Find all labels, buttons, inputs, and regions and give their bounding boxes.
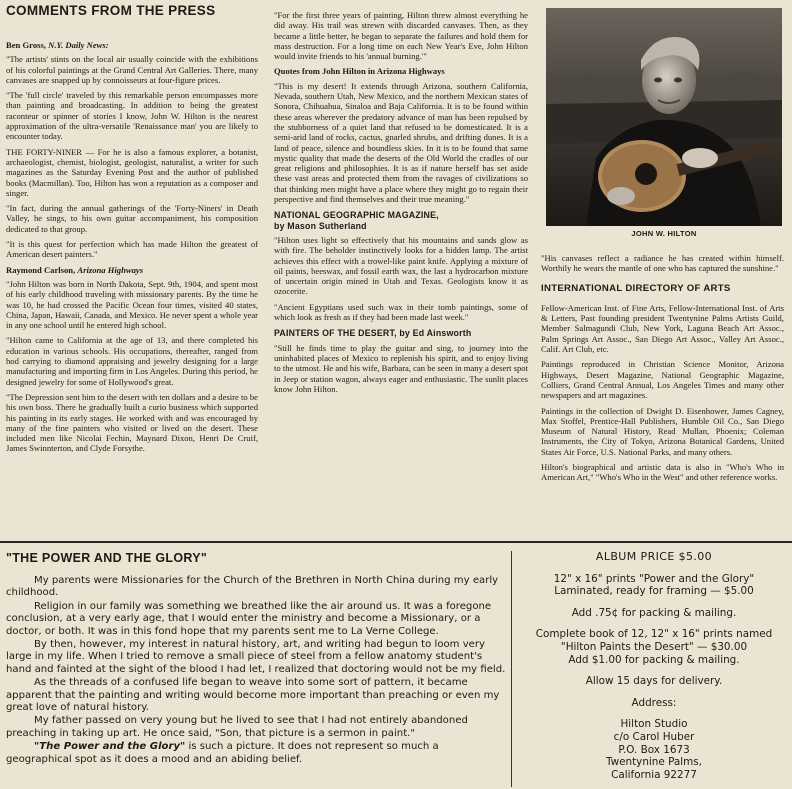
press-paragraph: "Hilton came to California at the age of 13, and there completed his education in various schools. His occupations, thereafter, ranged from hod carrying to diamond appraising and jewelry designing for a large manufacturing and importing firm in Los Angeles. During this period, he designed jewelry for some of Hollywood's great. [6, 335, 258, 387]
story-paragraph: As the threads of a confused life began to weave into some sort of pattern, it became apparent that the painting and writing would become more important than preaching or even my great love of natural history. [6, 677, 500, 714]
story-bold-title: "The Power and the Glory" [34, 741, 186, 753]
press-column-3 [541, 253, 784, 488]
press-column-1 [6, 36, 258, 459]
photo-caption: JOHN W. HILTON [631, 229, 697, 238]
press-source-heading [274, 210, 528, 231]
story-paragraph [6, 741, 506, 766]
byline-publication: Arizona Highways [77, 264, 144, 275]
press-paragraph: "John Hilton was born in North Dakota, Sept. 9th, 1904, and spent most of his early childhood traveling with missionary parents. By the time he was 10, he had crossed the Pacific Ocean four times, visited 40 states, China, Japan, Hawaii, Canada, and Mexico. He never spent a whole year in any one school until he entered high school. [6, 278, 258, 331]
story-paragraph: Religion in our family was something we breathed like the air around us. It was a foregone conclusion, at a very early age, that I would enter the ministry and become a Missionary, or a doctor, or both. It was in this fond hope that my parents sent me to La Verne College. [6, 600, 492, 637]
press-paragraph: "His canvases reflect a radiance he has created within himself. Worthily he wears the mantle of one who has captured the sunshine." [541, 253, 784, 274]
story-paragraph: By then, however, my interest in natural history, art, and writing had begun to loom very large in my life. When I tried to remove a small piece of steel from a fellow anatomy student's hand and fainted at the sight of the blood I had let, I realized that doctoring would not be my field. [6, 639, 506, 675]
press-paragraph: "Hilton uses light so effectively that his mountains and sands glow as with fire. The beholder instinctively looks for a hidden lamp. The artist achieves this effect with a trowel-like paint knife. Applying a mixture of oil paints, beeswax, and fossil earth wax, the last a hydrocarbon mixture of uncertain origin mined in Utah and Texas. Geologists know it as ozocerite. [274, 234, 528, 297]
directory-heading: INTERNATIONAL DIRECTORY OF ARTS [541, 282, 731, 294]
press-paragraph: "The 'full circle' traveled by this remarkable person encompasses more than painting and broadcasting. In addition to being the greatest raconteur or spinner of stories I know, John W. Hilton is the nearest approximation of the ultra-versatile 'Renaissance man' you are likely to encounter today. [6, 90, 258, 142]
address-line: Hilton Studio [620, 718, 688, 731]
story-title: "THE POWER AND THE GLORY" [6, 551, 208, 565]
press-paragraph: THE FORTY-NINER — For he is also a famous explorer, a botanist, archaeologist, chemist, biologist, geologist, naturalist, a writer for such magazines as the Saturday Evening Post and the author of published books (Macmillan). Too, Hilton has won a reputation as a composer and singer. [6, 146, 258, 198]
press-paragraph: "Ancient Egyptians used such wax in their tomb paintings, some of which look as fresh as if they had been made last week." [274, 301, 528, 323]
source-title: PAINTERS OF THE DESERT, by Ed Ainsworth [274, 328, 472, 339]
source-author: by Mason Sutherland [274, 220, 367, 231]
address-line: P.O. Box 1673 [618, 743, 690, 756]
order-lines [520, 573, 788, 688]
source-title: NATIONAL GEOGRAPHIC MAGAZINE, [274, 210, 439, 221]
byline-name: Quotes from John Hilton in Arizona Highways [274, 66, 445, 77]
order-line: Add .75¢ for packing & mailing. [571, 606, 737, 619]
address-lines [520, 718, 788, 781]
byline-name: Raymond Carlson, [6, 264, 78, 275]
press-paragraph: Hilton's biographical and artistic data is also in "Who's Who in American Art," "Who's Who in the West" and other reference works. [541, 462, 784, 483]
vertical-divider [511, 551, 512, 787]
byline-name: Ben Gross, [6, 40, 49, 50]
press-paragraph: "In fact, during the annual gatherings of the 'Forty-Niners' in Death Valley, he sings, to his own guitar accompaniment, his composition dedicated to that group. [6, 203, 258, 234]
story-closing-text: is such a picture. It does not represent so much a geographical spot as it does a mood and an abiding belief. [6, 741, 439, 765]
press-byline [6, 265, 258, 275]
press-byline [274, 66, 528, 76]
address-line: Twentynine Palms, [606, 756, 702, 769]
press-paragraph: "This is my desert! It extends through Arizona, southern California, Nevada, southern Utah, New Mexico, and the northern Mexican states of Sonora, Chihuahua, Sinaloa and Baja California. It is to be found within these areas wherever the predatory advance of man has been repulsed by the stubborness of a quiet land that refused to be domesticated. It is a semi-arid land of rocks, cactus, gnarled shrubs, and drifting dunes. It is a land of peace, silence and boundless skies. In it is to be found that same mystic quality that made the deserts of the Old World the cradles of our great religions and philosophies. It is as if nature herself has set aside these vast areas and protected them from the ravages of civilizations so that thinking men might have a place where they might go to regain their perspective and find themselves and their true meaning." [274, 80, 528, 205]
order-line: Complete book of 12, 12" x 16" prints named "Hilton Paints the Desert" — $30.00 Add $1.00 for packing & mailing. [535, 628, 773, 666]
story-section [0, 545, 792, 789]
press-paragraph: "It is this quest for perfection which has made Hilton the greatest of American desert painters." [6, 239, 258, 260]
address-label: Address: [631, 696, 677, 709]
story-paragraph: My parents were Missionaries for the Church of the Brethren in North China during my early childhood. [6, 575, 499, 599]
story-body [6, 575, 506, 767]
story-paragraph: My father passed on very young but he lived to see that I had not entirely abandoned preaching in taking up art. He once said, "Son, that picture is a sermon in paint." [6, 715, 468, 739]
press-paragraph: Fellow-American Inst. of Fine Arts, Fellow-International Inst. of Arts & Letters, Past founding president Twentynine Palms Artists Guild, Member Salmagundi Club, New York, Laguna Beach Art Assoc., Palm Springs Art Assoc., San Diego Art Assoc., Valley Art Assoc., Calif. Art Club, etc. [541, 302, 784, 355]
address-line: c/o Carol Huber [613, 730, 695, 743]
order-line: Allow 15 days for delivery. [585, 675, 723, 688]
press-paragraph: Paintings reproduced in Christian Science Monitor, Arizona Highways, Desert Magazine, National Geographic Magazine, Colliers, Grand Central Annual, Los Angeles Times and many other newspapers and art magazines. [541, 359, 784, 401]
press-paragraph: Paintings in the collection of Dwight D. Eisenhower, James Cagney, Max Stoffel, Prentice-Hall Publishers, Humble Oil Co., San Diego Museum of Natural History, Read Mullan, Phoenix; Coleman Instruments, the City of Tokyo, Arizona Botanical Gardens, United States Air Force, U.S. National Parks, and many others. [541, 405, 784, 457]
address-block [520, 697, 788, 782]
order-line: 12" x 16" prints "Power and the Glory" Laminated, ready for framing — $5.00 [553, 572, 755, 598]
press-paragraph: "Still he finds time to play the guitar and sing, to journey into the uninhabited places of Mexico to replenish his spirit, and to enjoy living to the utmost. He and his wife, Barbara, can be seen in many a desert spot in Jeep or station wagon, always eager and enthusiastic. The sunlit places know John Hilton. [274, 342, 528, 394]
man-with-guitar-image [546, 8, 782, 226]
press-paragraph: "The artists' stints on the local air usually coincide with the exhibitions of his colorful paintings at the Grand Central Art Galleries. There, many canvases are snapped up by connoisseurs at four-figure prices. [6, 54, 258, 85]
portrait-photo [546, 8, 782, 226]
press-column-2 [274, 10, 528, 399]
order-info [520, 551, 788, 781]
press-paragraph: "The Depression sent him to the desert with ten dollars and a desire to be his own boss. There he gradually built a curio business which supported his painting in its early stages. He worked with and was encouraged by many of the fine painters who visited or lived on the desert. These included men like Nicolai Fechin, Maynard Dixon, Henri De Cruif, James Swinnterton, and Clyde Forsythe. [6, 391, 258, 454]
section-divider [0, 541, 792, 543]
address-line: California 92277 [611, 768, 697, 781]
press-byline [6, 40, 258, 50]
press-paragraph: "For the first three years of painting, Hilton threw almost everything he did away. His trail was strewn with discarded canvases. Then, as they became a little better, he began to separate the failures and hold them for mass destruction. For a long time on each New Year's Eve, John Hilton would invite friends to his 'annual burning.'" [274, 10, 528, 62]
album-price: ALBUM PRICE $5.00 [595, 550, 713, 563]
press-source-heading [274, 328, 528, 338]
press-header: COMMENTS FROM THE PRESS [6, 3, 216, 18]
byline-publication: N.Y. Daily News: [48, 40, 109, 50]
